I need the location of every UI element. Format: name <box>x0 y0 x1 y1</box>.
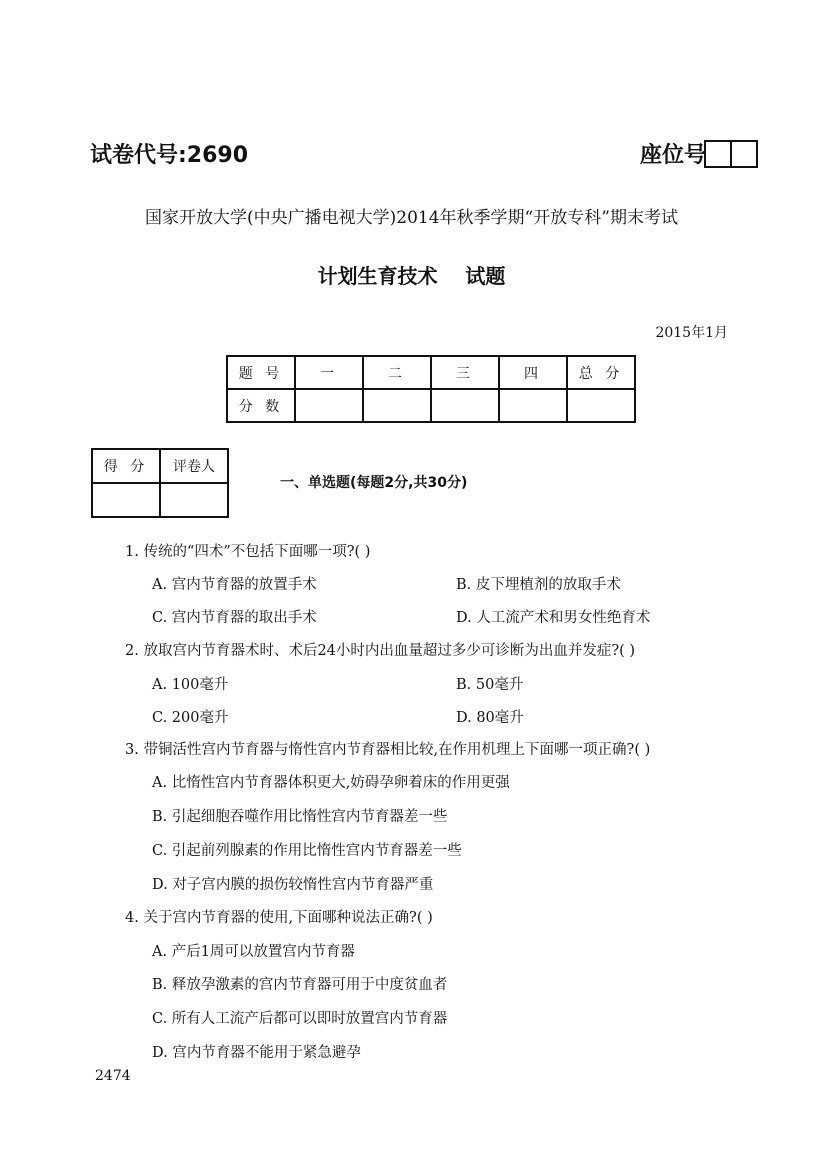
score-cell <box>92 483 160 517</box>
seat-box <box>730 140 758 168</box>
question-option: D. 人工流产术和男女性绝育术 <box>456 610 651 626</box>
paper-code: 试卷代号:2690 <box>90 143 249 168</box>
question-option: A. 比惰性宫内节育器体积更大,妨碍孕卵着床的作用更强 <box>152 775 510 791</box>
question-stem: 2. 放取宫内节育器术时、术后24小时内出血量超过多少可诊断为出血并发症?( ) <box>125 643 636 659</box>
section-heading: 一、单选题(每题2分,共30分) <box>280 475 468 491</box>
question-option: A. 100毫升 <box>152 677 229 693</box>
exam-name: 国家开放大学(中央广播电视大学)2014年秋季学期“开放专科”期末考试 <box>145 208 678 228</box>
score-label: 得 分 <box>92 449 160 483</box>
table-header-cell: 题 号 <box>227 356 295 389</box>
question-option: B. 引起细胞吞噬作用比惰性宫内节育器差一些 <box>152 809 448 825</box>
question-option: A. 宫内节育器的放置手术 <box>152 577 317 593</box>
table-row <box>227 356 635 389</box>
question-option: C. 所有人工流产后都可以即时放置宫内节育器 <box>152 1011 448 1027</box>
grader-cell <box>160 483 228 517</box>
page-number: 2474 <box>95 1068 131 1084</box>
table-row <box>92 449 228 483</box>
exam-date: 2015年1月 <box>655 325 728 341</box>
table-header-cell: 二 <box>363 356 431 389</box>
table-row <box>227 389 635 422</box>
table-header-cell: 四 <box>499 356 567 389</box>
question-option: B. 50毫升 <box>456 677 524 693</box>
seat-number <box>640 138 758 169</box>
question-option: C. 宫内节育器的取出手术 <box>152 610 317 626</box>
question-option: B. 释放孕激素的宫内节育器可用于中度贫血者 <box>152 977 448 993</box>
question-option: A. 产后1周可以放置宫内节育器 <box>152 944 355 960</box>
page-title: 计划生育技术 试题 <box>317 264 506 288</box>
question-option: C. 200毫升 <box>152 710 229 726</box>
seat-box <box>704 140 732 168</box>
question-option: C. 引起前列腺素的作用比惰性宫内节育器差一些 <box>152 843 462 859</box>
question-stem: 4. 关于宫内节育器的使用,下面哪种说法正确?( ) <box>125 910 433 926</box>
question-stem: 3. 带铜活性宫内节育器与惰性宫内节育器相比较,在作用机理上下面哪一项正确?( ) <box>125 742 651 758</box>
table-row <box>92 483 228 517</box>
seat-label: 座位号 <box>640 143 707 168</box>
question-option: D. 宫内节育器不能用于紧急避孕 <box>152 1045 361 1061</box>
table-row-label: 分 数 <box>227 389 295 422</box>
score-table <box>226 355 636 423</box>
question-option: D. 对子宫内膜的损伤较惰性宫内节育器严重 <box>152 877 434 893</box>
grader-table <box>91 448 229 518</box>
grader-label: 评卷人 <box>160 449 228 483</box>
question-option: B. 皮下埋植剂的放取手术 <box>456 577 621 593</box>
table-header-cell: 一 <box>295 356 363 389</box>
score-cell <box>567 389 635 422</box>
table-header-cell: 总 分 <box>567 356 635 389</box>
score-cell <box>295 389 363 422</box>
question-stem: 1. 传统的“四术”不包括下面哪一项?( ) <box>125 544 371 560</box>
score-cell <box>363 389 431 422</box>
score-cell <box>499 389 567 422</box>
table-header-cell: 三 <box>431 356 499 389</box>
score-cell <box>431 389 499 422</box>
question-option: D. 80毫升 <box>456 710 524 726</box>
